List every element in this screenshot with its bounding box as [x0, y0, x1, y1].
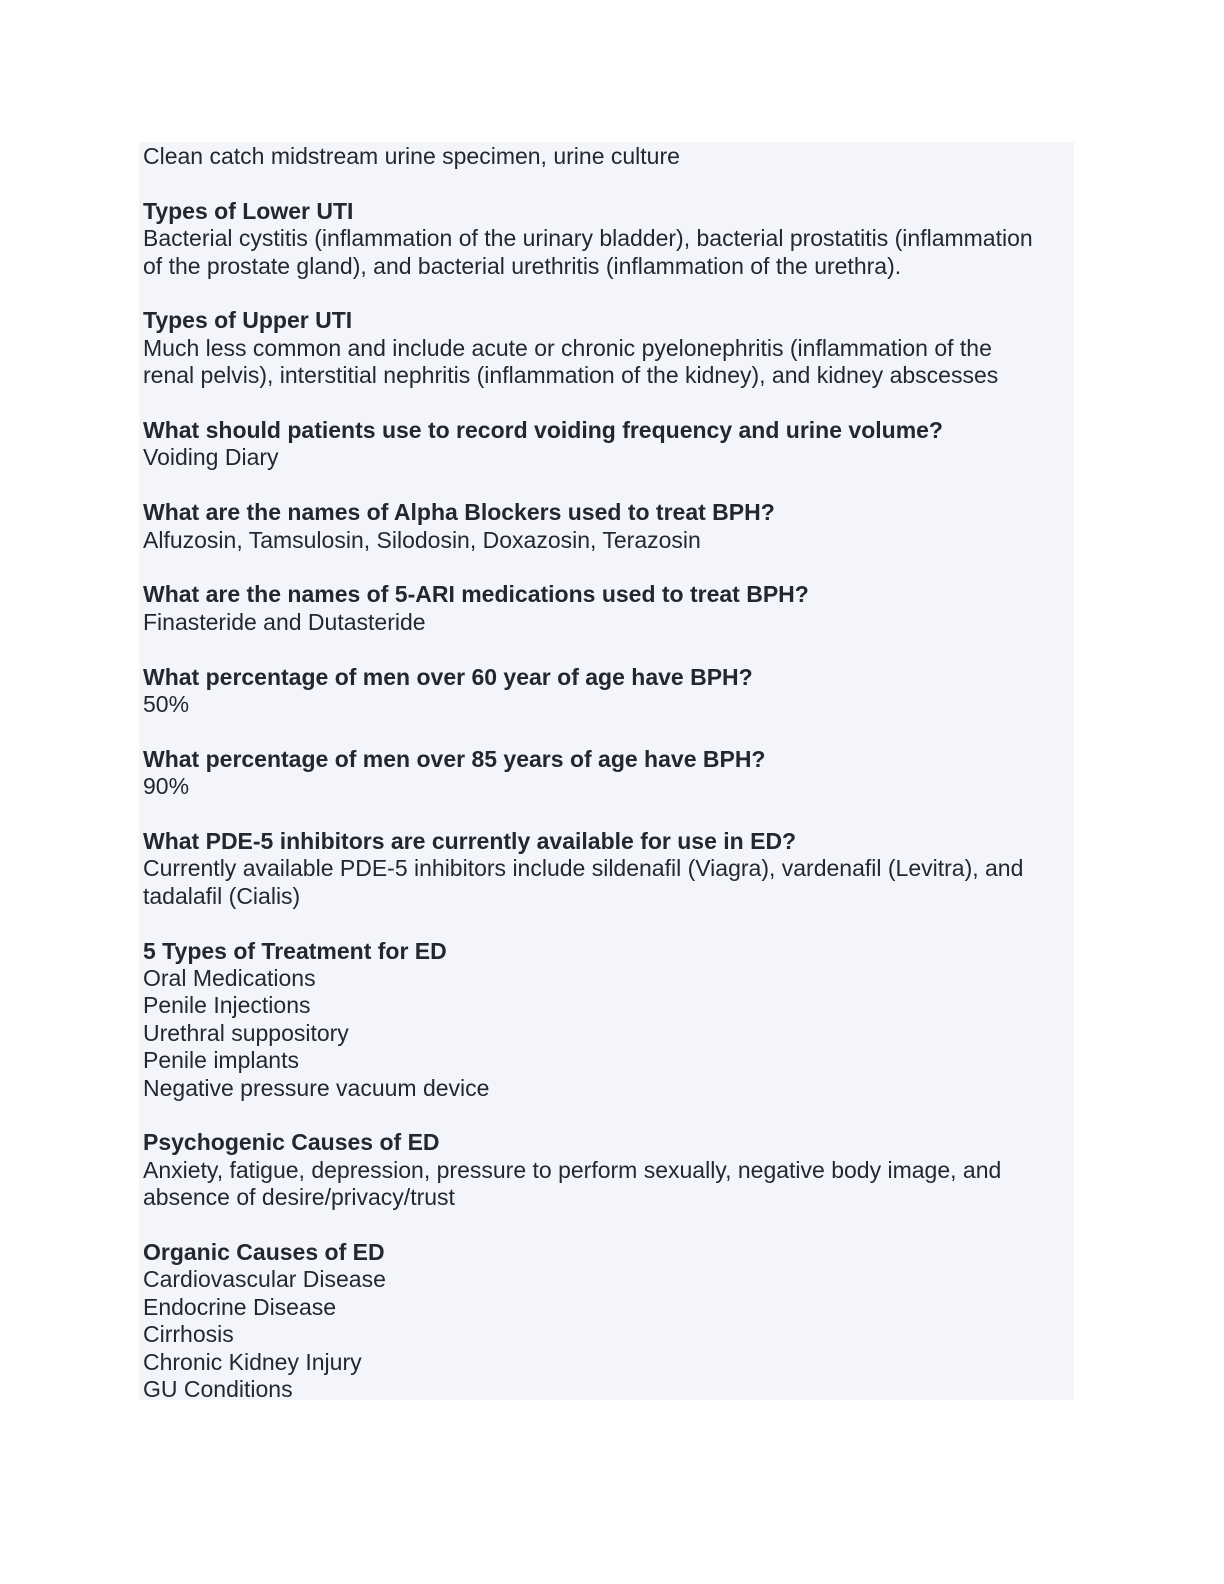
- answer-line: Voiding Diary: [143, 444, 279, 471]
- spacer: [143, 910, 1068, 937]
- document-body: [143, 142, 1068, 1404]
- intro-line: Clean catch midstream urine specimen, urine culture: [143, 143, 680, 169]
- intro-block: [143, 143, 1068, 170]
- question-heading: Psychogenic Causes of ED: [143, 1129, 440, 1156]
- spacer: [143, 801, 1068, 828]
- answer-line: renal pelvis), interstitial nephritis (inflammation of the kidney), and kidney abscesses: [143, 362, 999, 389]
- qa-block-lower-uti: [143, 198, 1068, 280]
- answer-line: Bacterial cystitis (inflammation of the urinary bladder), bacterial prostatitis (inflammation: [143, 225, 1033, 252]
- answer-line: Anxiety, fatigue, depression, pressure to perform sexually, negative body image, and: [143, 1156, 1002, 1183]
- answer-line: Currently available PDE-5 inhibitors include sildenafil (Viagra), vardenafil (Levitra), and: [143, 855, 1024, 882]
- answer-line: tadalafil (Cialis): [143, 882, 301, 909]
- qa-block-alpha-blockers: [143, 499, 1068, 554]
- answer-line: Urethral suppository: [143, 1019, 349, 1046]
- qa-block-psychogenic-ed: [143, 1129, 1068, 1211]
- answer-line: 50%: [143, 691, 190, 718]
- question-heading: What are the names of 5-ARI medications used to treat BPH?: [143, 581, 809, 608]
- qa-block-ed-treatments: [143, 938, 1068, 1102]
- question-heading: What should patients use to record voiding frequency and urine volume?: [143, 417, 943, 444]
- qa-block-upper-uti: [143, 307, 1068, 389]
- qa-block-voiding-diary: [143, 417, 1068, 472]
- question-heading: Types of Upper UTI: [143, 307, 353, 334]
- spacer: [143, 1212, 1068, 1239]
- answer-line: GU Conditions: [143, 1376, 293, 1403]
- qa-block-organic-ed: [143, 1239, 1068, 1403]
- spacer: [143, 472, 1068, 499]
- answer-line: Oral Medications: [143, 965, 316, 992]
- answer-line: Cirrhosis: [143, 1321, 234, 1348]
- answer-line: 90%: [143, 773, 190, 800]
- question-heading: What PDE-5 inhibitors are currently available for use in ED?: [143, 828, 797, 855]
- qa-block-bph-60: [143, 664, 1068, 719]
- spacer: [143, 636, 1068, 663]
- qa-block-bph-85: [143, 746, 1068, 801]
- answer-line: Penile implants: [143, 1047, 299, 1074]
- answer-line: Finasteride and Dutasteride: [143, 608, 426, 635]
- question-heading: Types of Lower UTI: [143, 197, 354, 224]
- spacer: [143, 718, 1068, 745]
- qa-block-pde5: [143, 828, 1068, 910]
- answer-line: Endocrine Disease: [143, 1293, 337, 1320]
- spacer: [143, 390, 1068, 417]
- spacer: [143, 170, 1068, 197]
- spacer: [143, 1102, 1068, 1129]
- question-heading: Organic Causes of ED: [143, 1239, 385, 1266]
- question-heading: What are the names of Alpha Blockers used to treat BPH?: [143, 499, 775, 526]
- qa-block-5ari: [143, 581, 1068, 636]
- question-heading: What percentage of men over 60 year of age have BPH?: [143, 663, 753, 690]
- answer-line: absence of desire/privacy/trust: [143, 1184, 455, 1211]
- answer-line: Much less common and include acute or chronic pyelonephritis (inflammation of the: [143, 334, 992, 361]
- question-heading: 5 Types of Treatment for ED: [143, 937, 447, 964]
- spacer: [143, 280, 1068, 307]
- answer-line: Negative pressure vacuum device: [143, 1074, 490, 1101]
- question-heading: What percentage of men over 85 years of age have BPH?: [143, 745, 766, 772]
- answer-line: Chronic Kidney Injury: [143, 1348, 362, 1375]
- answer-line: Alfuzosin, Tamsulosin, Silodosin, Doxazosin, Terazosin: [143, 526, 701, 553]
- answer-line: of the prostate gland), and bacterial urethritis (inflammation of the urethra).: [143, 252, 902, 279]
- answer-line: Cardiovascular Disease: [143, 1266, 386, 1293]
- answer-line: Penile Injections: [143, 992, 311, 1019]
- spacer: [143, 554, 1068, 581]
